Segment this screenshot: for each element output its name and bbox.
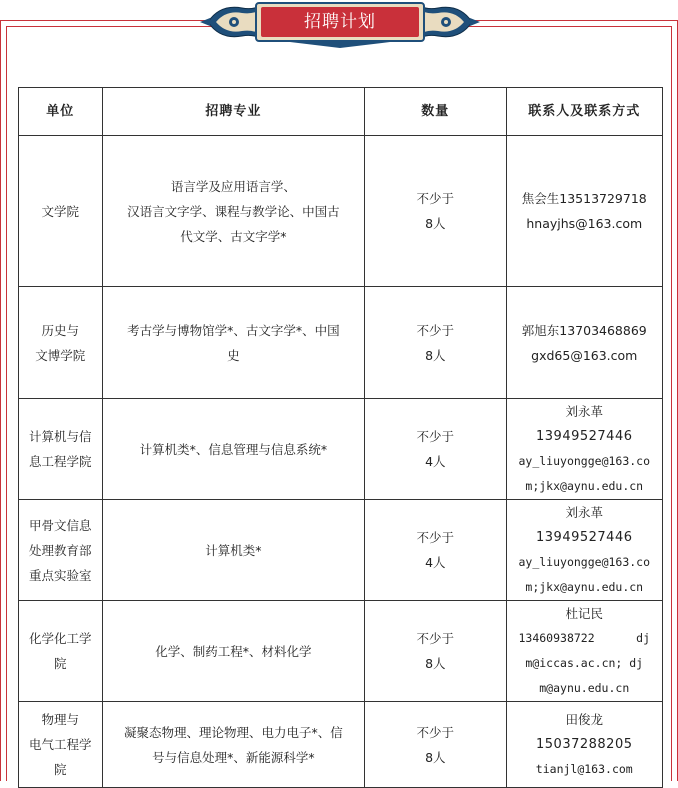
contact-name: 杜记民: [565, 606, 604, 621]
contact-cell: [506, 287, 662, 399]
unit-cell: [19, 601, 103, 702]
major-line: 计算机类*: [205, 542, 262, 558]
table-row: [19, 702, 663, 788]
count-cell: [365, 500, 506, 601]
header-count: 数量: [365, 88, 506, 136]
contact-name: 田俊龙: [565, 712, 604, 727]
major-cell: [102, 287, 365, 399]
header-unit: 单位: [19, 88, 103, 136]
contact-cell: [506, 500, 662, 601]
header-major: 招聘专业: [102, 88, 365, 136]
contact-cell: [506, 601, 662, 702]
contact-email[interactable]: hnayjhs@163.com: [526, 216, 643, 231]
header-contact: 联系人及联系方式: [506, 88, 662, 136]
major-line: 化学、制药工程*、材料化学: [155, 643, 312, 659]
unit-line: 重点实验室: [29, 567, 92, 583]
contact-email[interactable]: m@iccas.ac.cn; dj: [525, 656, 644, 670]
major-cell: [102, 702, 365, 788]
unit-line: 甲骨文信息: [29, 517, 92, 533]
major-line: 凝聚态物理、理论物理、电力电子*、信: [123, 724, 343, 740]
unit-cell: [19, 136, 103, 287]
count-line: 8人: [425, 347, 446, 363]
major-line: 代文学、古文字学*: [180, 228, 287, 244]
contact-cell: [506, 136, 662, 287]
frame-line-left-outer: [0, 20, 1, 781]
major-line: 计算机类*、信息管理与信息系统*: [139, 441, 328, 457]
count-line: 不少于: [416, 429, 455, 444]
unit-cell: [19, 287, 103, 399]
contact-email[interactable]: gxd65@163.com: [531, 347, 638, 363]
unit-line: 物理与: [41, 712, 80, 727]
contact-line: 焦会生13513729718: [521, 191, 647, 206]
count-line: 不少于: [416, 631, 455, 646]
count-line: 4人: [425, 555, 446, 570]
frame-line-right-inner: [671, 26, 672, 781]
count-line: 8人: [425, 656, 446, 671]
contact-email[interactable]: m@aynu.edu.cn: [539, 681, 630, 695]
count-cell: [365, 287, 506, 399]
contact-email[interactable]: m;jkx@aynu.edu.cn: [525, 479, 644, 493]
contact-line: 郭旭东13703468869: [521, 322, 647, 338]
count-line: 不少于: [416, 530, 455, 545]
unit-line: 院: [54, 762, 67, 777]
count-line: 不少于: [416, 724, 455, 740]
unit-line: 化学化工学: [29, 631, 92, 646]
major-line: 语言学及应用语言学、: [170, 178, 296, 194]
contact-email[interactable]: ay_liuyongge@163.co: [518, 555, 651, 569]
table-row: [19, 399, 663, 500]
table-row: [19, 136, 663, 287]
contact-name: 刘永革: [565, 505, 604, 520]
banner-title: 招聘计划: [304, 12, 376, 32]
unit-cell: [19, 399, 103, 500]
unit-cell: [19, 500, 103, 601]
contact-phone: 15037288205: [536, 737, 633, 752]
count-cell: [365, 702, 506, 788]
major-cell: [102, 399, 365, 500]
major-line: 汉语言文字学、课程与教学论、中国古: [127, 203, 340, 219]
unit-line: 处理教育部: [29, 542, 92, 558]
contact-cell: [506, 399, 662, 500]
count-line: 8人: [425, 216, 446, 231]
section-banner: [200, 0, 480, 50]
major-line: 史: [227, 347, 240, 363]
major-cell: [102, 500, 365, 601]
count-line: 不少于: [416, 191, 455, 206]
major-line: 考古学与博物馆学*、古文字学*、中国: [127, 322, 340, 338]
contact-phone: 13949527446: [536, 429, 633, 444]
major-line: 号与信息处理*、新能源科学*: [152, 749, 315, 765]
contact-phone: 13949527446: [536, 530, 633, 545]
unit-line: 文博学院: [35, 347, 86, 363]
contact-phone: 13460938722 dj: [518, 631, 651, 645]
recruitment-plan-table: [18, 87, 663, 788]
major-cell: [102, 136, 365, 287]
table-row: [19, 500, 663, 601]
count-cell: [365, 399, 506, 500]
unit-line: 电气工程学: [29, 737, 92, 752]
contact-email[interactable]: tianjl@163.com: [535, 762, 633, 776]
table-header-row: [19, 88, 663, 136]
count-line: 8人: [425, 749, 446, 765]
count-cell: [365, 601, 506, 702]
count-line: 不少于: [416, 322, 455, 338]
unit-cell: [19, 702, 103, 788]
table-row: [19, 287, 663, 399]
count-cell: [365, 136, 506, 287]
unit-line: 文学院: [41, 203, 80, 219]
frame-line-left-inner: [6, 26, 7, 781]
contact-email[interactable]: m;jkx@aynu.edu.cn: [525, 580, 644, 594]
unit-line: 息工程学院: [29, 454, 92, 469]
unit-line: 计算机与信: [29, 429, 92, 444]
major-cell: [102, 601, 365, 702]
contact-name: 刘永革: [565, 404, 604, 419]
count-line: 4人: [425, 454, 446, 469]
contact-cell: [506, 702, 662, 788]
table-row: [19, 601, 663, 702]
unit-line: 历史与: [41, 322, 80, 338]
unit-line: 院: [54, 656, 67, 671]
contact-email[interactable]: ay_liuyongge@163.co: [518, 454, 651, 468]
